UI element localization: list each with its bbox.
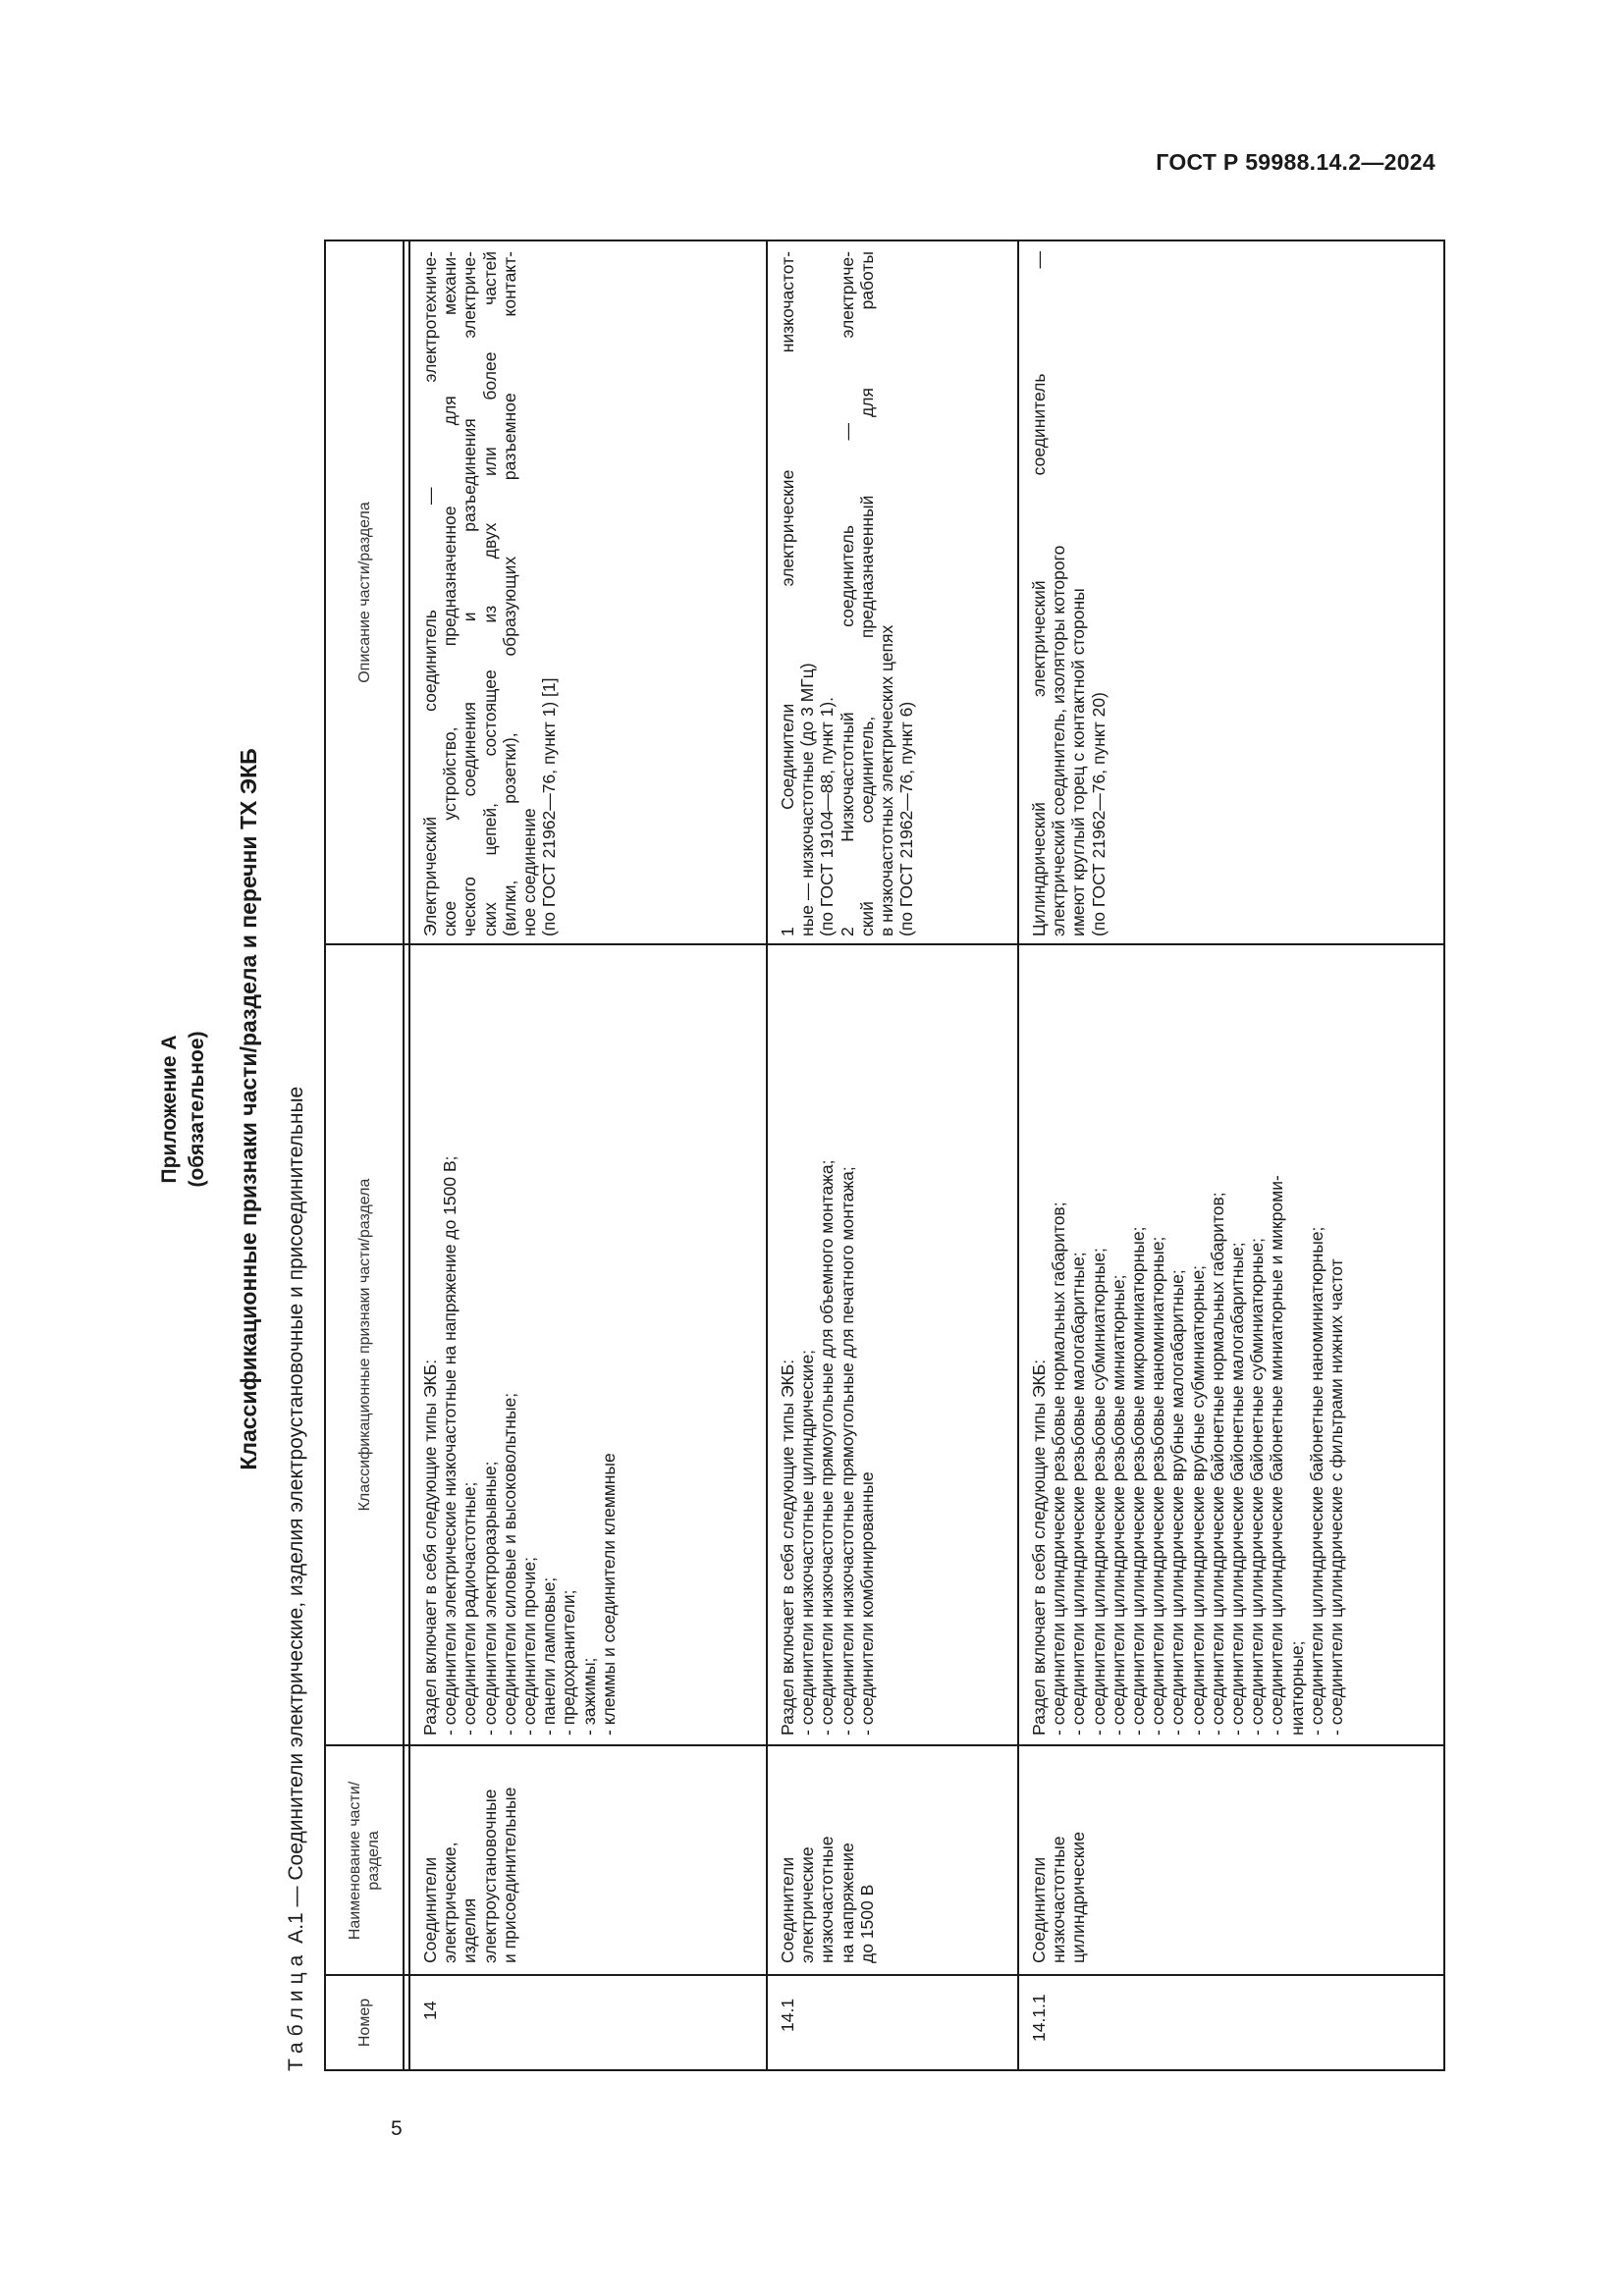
feature-line: - клеммы и соединители клеммные (598, 1453, 619, 1735)
name-line: Соединители (1029, 1856, 1049, 1963)
feature-line: Раздел включает в себя следующие типы ЭКБ: (420, 1359, 440, 1735)
row-number: 14 (420, 2001, 440, 2020)
feature-line: - соединители цилиндрические врубные субминиатюрные; (1187, 1264, 1208, 1735)
feature-line: - соединители цилиндрические резьбовые миниатюрные; (1108, 1274, 1128, 1735)
description-line: ные — низкочастотные (до 3 МГц) (797, 663, 818, 936)
table-header-rule (403, 240, 405, 2071)
description-line: (по ГОСТ 21962—76, пункт 6) (896, 701, 917, 936)
name-line: низкочастотные (1049, 1836, 1069, 1963)
description-line: в низкочастотных электрических цепях (877, 624, 897, 936)
classification-table (324, 240, 1445, 2071)
table-border-right (324, 240, 1445, 241)
name-line: Соединители (420, 1856, 440, 1963)
page-number: 5 (391, 2117, 403, 2140)
feature-line: - соединители цилиндрические байонетные малогабаритные; (1227, 1242, 1248, 1735)
feature-line: - соединители цилиндрические резьбовые малогабаритные; (1068, 1252, 1089, 1735)
row-description (1029, 251, 1109, 936)
feature-line: - соединители цилиндрические резьбовые субминиатюрные; (1088, 1248, 1109, 1735)
description-line: (вилки, розетки), образующих разъемное контакт- (499, 251, 519, 936)
header-number: Номер (355, 1998, 373, 2048)
feature-line: - соединители цилиндрические байонетные миниатюрные и микроми- (1267, 1175, 1287, 1735)
description-line: Электрический соединитель — электротехниче- (420, 251, 440, 936)
row-description (420, 251, 559, 936)
table-caption-label: Таблица (285, 1949, 307, 2071)
feature-line: - панели ламповые; (539, 1576, 560, 1735)
description-line: Цилиндрический электрический соединитель — (1029, 251, 1049, 936)
description-line: ческого соединения и разъединения электриче- (460, 251, 480, 936)
name-line: электроустановочные (479, 1789, 500, 1963)
feature-line: - соединители цилиндрические резьбовые наноминиатюрные; (1148, 1236, 1168, 1735)
feature-line: - соединители цилиндрические с фильтрами нижних частот (1326, 1258, 1347, 1735)
feature-line: ниатюрные; (1286, 1640, 1307, 1735)
description-line: 1 Соединители электрические низкочастот- (778, 251, 797, 936)
feature-line: - соединители низкочастотные прямоугольные для печатного монтажа; (837, 1166, 857, 1735)
feature-line: - соединители прочие; (519, 1556, 540, 1735)
feature-line: - соединители электроразрывные; (479, 1461, 500, 1735)
name-line: цилиндрические (1068, 1832, 1089, 1963)
section-heading: Классификационные признаки части/раздела и перечни ТХ ЭКБ (236, 748, 261, 1470)
description-line: электрический соединитель, изоляторы которого (1049, 545, 1069, 936)
name-line: на напряжение (837, 1842, 857, 1963)
table-header-rule (408, 240, 410, 2071)
header-description: Описание части/раздела (355, 502, 373, 683)
table-column-rule (324, 1974, 1445, 1976)
description-line: имеют круглый торец с контактной стороны (1068, 588, 1089, 936)
feature-line: - соединители цилиндрические резьбовые нормальных габаритов; (1049, 1201, 1069, 1735)
table-column-rule (324, 943, 1445, 945)
document-standard-header: ГОСТ Р 59988.14.2—2024 (1156, 149, 1435, 175)
description-line: (по ГОСТ 21962—76, пункт 20) (1088, 692, 1109, 936)
appendix-title: Приложение А (158, 1035, 181, 1184)
feature-line: - соединители цилиндрические резьбовые микроминиатюрные; (1128, 1226, 1149, 1735)
table-row-rule (1017, 240, 1019, 2071)
row-features (420, 1156, 619, 1736)
feature-line: - предохранители; (559, 1589, 579, 1735)
description-line: ское устройство, предназначенное для механи- (440, 251, 460, 936)
feature-line: - соединители силовые и высоковольтные; (499, 1392, 519, 1735)
row-features (1029, 1175, 1346, 1735)
table-caption-text: А.1 — Соединители электрические, изделия электроустановочные и присоединительные (285, 1086, 307, 1944)
row-number: 14.1 (778, 1998, 797, 2032)
table-border-bottom (1443, 240, 1445, 2071)
name-line: изделия (460, 1897, 480, 1963)
row-description (778, 251, 916, 936)
row-name (778, 1837, 877, 1963)
table-column-rule (324, 1744, 1445, 1746)
name-line: и присоединительные (499, 1787, 519, 1963)
name-line: электрические, (440, 1842, 460, 1963)
description-line: ский соединитель, предназначенный для работы (856, 251, 877, 936)
header-features: Классификационные признаки части/раздела (355, 1178, 373, 1512)
feature-line: - соединители цилиндрические байонетные нормальных габаритов; (1207, 1192, 1227, 1735)
feature-line: - соединители комбинированные (856, 1471, 877, 1735)
feature-line: - зажимы; (578, 1657, 599, 1735)
description-line: (по ГОСТ 21962—76, пункт 1) [1] (539, 677, 560, 936)
name-line: электрические (797, 1846, 818, 1963)
feature-line: - соединители электрические низкочастотные на напряжение до 1500 В; (440, 1155, 460, 1735)
row-features (778, 1160, 877, 1735)
feature-line: Раздел включает в себя следующие типы ЭКБ: (778, 1359, 797, 1735)
appendix-note: (обязательное) (186, 1031, 208, 1188)
name-line: до 1500 В (856, 1884, 877, 1963)
description-line: (по ГОСТ 19104—88, пункт 1). (817, 696, 838, 936)
feature-line: - соединители цилиндрические врубные малогабаритные; (1167, 1269, 1188, 1735)
description-line: ное соединение (519, 808, 540, 936)
row-name (1029, 1832, 1089, 1963)
name-line: Соединители (778, 1856, 797, 1963)
feature-line: Раздел включает в себя следующие типы ЭКБ: (1029, 1359, 1049, 1735)
row-name (420, 1788, 519, 1963)
table-row-rule (766, 240, 768, 2071)
name-line: низкочастотные (817, 1836, 838, 1963)
row-number: 14.1.1 (1029, 1994, 1049, 2042)
feature-line: - соединители радиочастотные; (460, 1481, 480, 1735)
feature-line: - соединители цилиндрические байонетные наноминиатюрные; (1306, 1226, 1326, 1735)
table-caption (285, 1087, 308, 2071)
table-border-left (324, 2069, 1445, 2071)
header-name: Наименование части/раздела (347, 1781, 382, 1941)
description-line: 2 Низкочастотный соединитель — электриче- (837, 251, 857, 936)
feature-line: - соединители цилиндрические байонетные субминиатюрные; (1247, 1238, 1268, 1735)
feature-line: - соединители низкочастотные цилиндрические; (797, 1349, 818, 1735)
description-line: ских цепей, состоящее из двух или более частей (479, 251, 500, 936)
feature-line: - соединители низкочастотные прямоугольные для объемного монтажа; (817, 1159, 838, 1735)
